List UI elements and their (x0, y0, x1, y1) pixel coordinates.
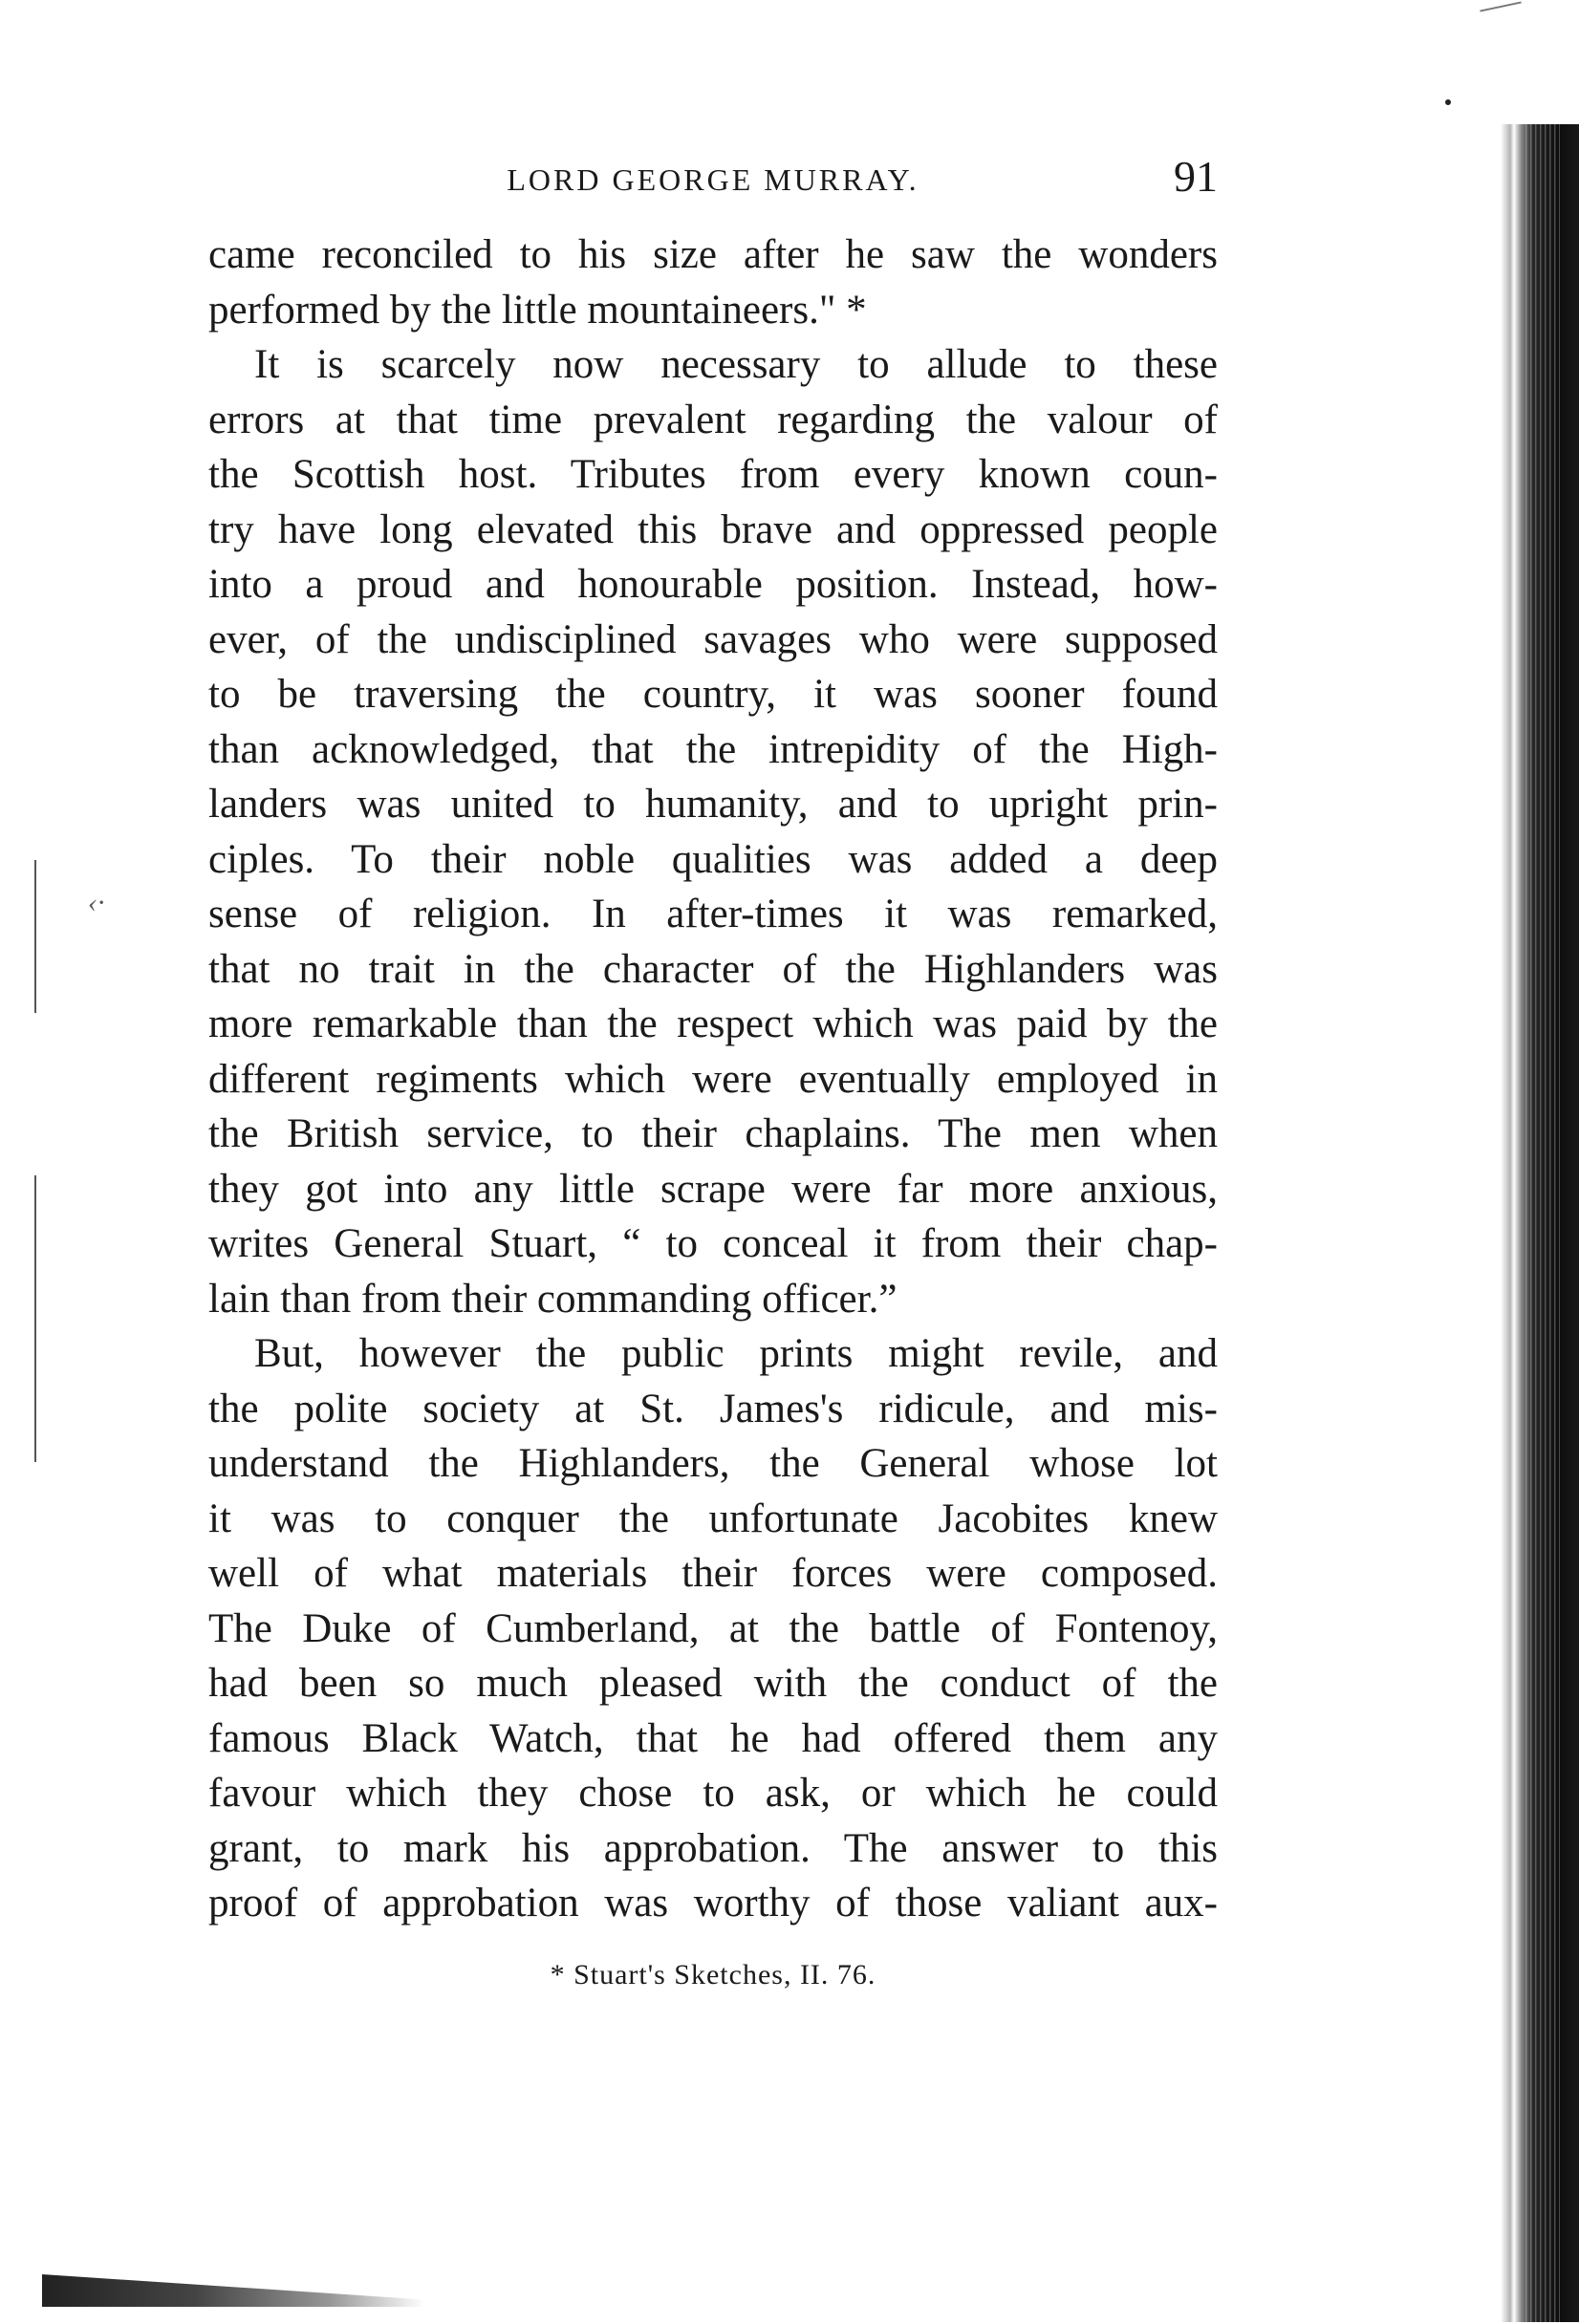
text-line: that no trait in the character of the Highlanders was (208, 946, 1218, 992)
text-line: came reconciled to his size after he saw the wonders (208, 232, 1218, 277)
text-line: it was to conquer the unfortunate Jacobites knew (208, 1496, 1218, 1541)
text-line: famous Black Watch, that he had offered them any (208, 1715, 1218, 1761)
text-line: into a proud and honourable position. Instead, how- (208, 562, 1218, 607)
text-line: errors at that time prevalent regarding the valour of (208, 397, 1218, 442)
text-line: ever, of the undisciplined savages who were supposed (208, 616, 1218, 662)
text-line: the British service, to their chaplains. The men when (208, 1111, 1218, 1156)
text-line: favour which they chose to ask, or which he could (208, 1771, 1218, 1816)
running-header (208, 151, 1218, 208)
text-line: try have long elevated this brave and oppressed people (208, 506, 1218, 552)
corner-mark (1480, 1, 1521, 11)
margin-mark: ‹· (88, 887, 105, 918)
text-line: writes General Stuart, “ to conceal it from their chap- (208, 1221, 1218, 1266)
text-line: But, however the public prints might revile, and (254, 1331, 1218, 1376)
text-line: grant, to mark his approbation. The answer to this (208, 1825, 1218, 1871)
text-line: It is scarcely now necessary to allude to these (254, 342, 1218, 387)
text-line: ciples. To their noble qualities was added a deep (208, 836, 1218, 882)
text-line: had been so much pleased with the conduct of the (208, 1661, 1218, 1706)
text-line: sense of religion. In after-times it was remarked, (208, 892, 1218, 936)
footnote: * Stuart's Sketches, II. 76. (550, 1959, 876, 1990)
text-line: than acknowledged, that the intrepidity of the High- (208, 726, 1218, 772)
ink-speck (1445, 99, 1451, 105)
text-line: The Duke of Cumberland, at the battle of Fontenoy, (208, 1605, 1218, 1651)
text-line: landers was united to humanity, and to upright prin- (208, 782, 1218, 827)
text-line: the Scottish host. Tributes from every known coun- (208, 452, 1218, 497)
margin-rule (34, 1175, 36, 1462)
text-line: performed by the little mountaineers." * (208, 287, 867, 333)
text-line: proof of approbation was worthy of those valiant aux- (208, 1881, 1218, 1926)
text-line: more remarkable than the respect which was paid by the (208, 1001, 1218, 1046)
text-line: the polite society at St. James's ridicule, and mis- (208, 1386, 1218, 1431)
margin-rule (34, 860, 36, 1013)
text-line: to be traversing the country, it was sooner found (208, 672, 1218, 717)
running-title: LORD GEORGE MURRAY. (507, 162, 919, 197)
text-line: understand the Highlanders, the General whose lot (208, 1441, 1218, 1486)
scan-smudge (42, 2274, 424, 2307)
page-edge-stripes (1525, 124, 1560, 2322)
page-number: 91 (1174, 152, 1218, 201)
text-line: different regiments which were eventually employed in (208, 1056, 1218, 1102)
text-line: lain than from their commanding officer.” (208, 1276, 898, 1322)
text-line: well of what materials their forces were composed. (208, 1551, 1218, 1596)
text-line: they got into any little scrape were far more anxious, (208, 1166, 1218, 1212)
body-text (208, 227, 1218, 1931)
